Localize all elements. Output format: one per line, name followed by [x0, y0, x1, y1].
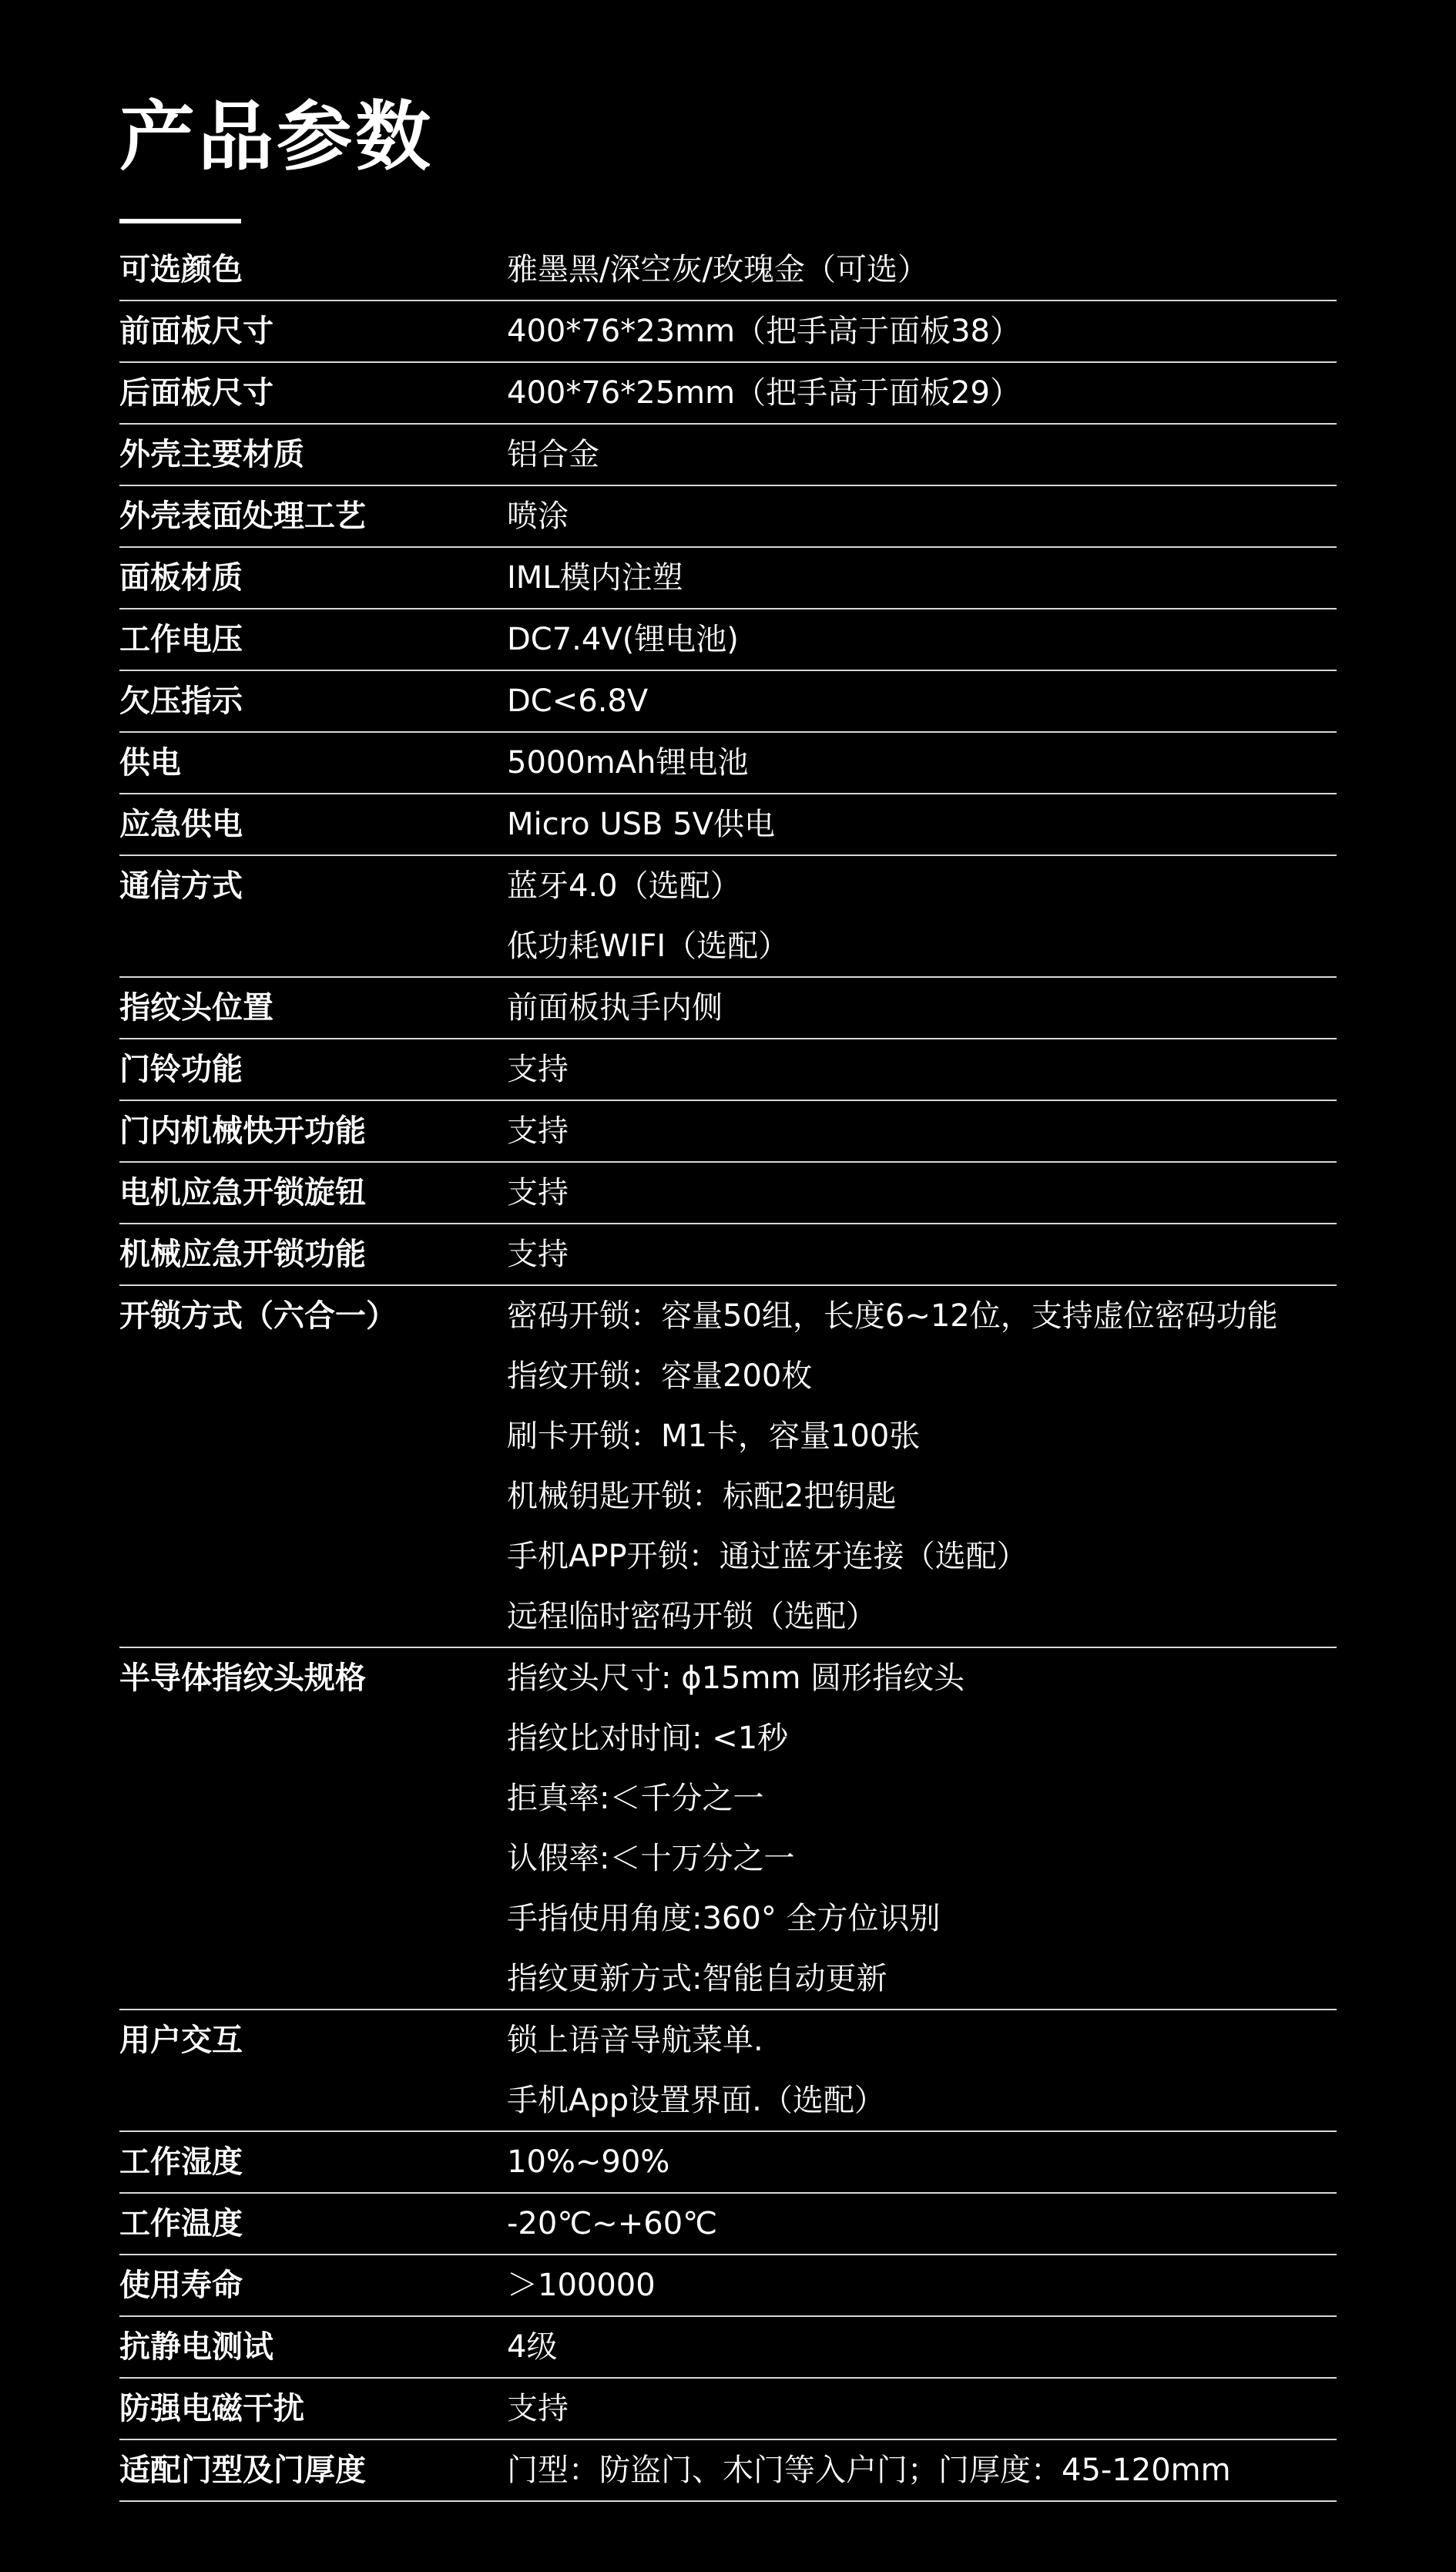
spec-value: 指纹开锁：容量200枚	[507, 1358, 813, 1394]
spec-label: 外壳主要材质	[119, 437, 304, 472]
spec-row	[119, 425, 1337, 486]
spec-value: 刷卡开锁：M1卡，容量100张	[507, 1419, 921, 1454]
spec-value: 机械钥匙开锁：标配2把钥匙	[507, 1479, 897, 1514]
spec-values	[507, 2379, 1337, 2439]
spec-label: 工作电压	[119, 622, 243, 657]
spec-label: 欠压指示	[119, 683, 243, 719]
spec-row	[119, 733, 1337, 794]
spec-value: 密码开锁：容量50组，长度6~12位，支持虚位密码功能	[507, 1298, 1278, 1334]
spec-value: 蓝牙4.0（选配）	[507, 868, 741, 904]
spec-value: 指纹比对时间: <1秒	[507, 1721, 789, 1756]
spec-values	[507, 1163, 1337, 1223]
spec-values	[507, 671, 1337, 731]
spec-row	[119, 363, 1337, 425]
spec-row	[119, 671, 1337, 733]
spec-value: 低功耗WIFI（选配）	[507, 928, 790, 964]
spec-values	[507, 2194, 1337, 2254]
spec-table	[119, 240, 1337, 2502]
spec-value: 10%~90%	[507, 2144, 670, 2180]
spec-values	[507, 2440, 1337, 2500]
spec-values	[507, 856, 1337, 976]
spec-values	[507, 1039, 1337, 1100]
spec-row	[119, 301, 1337, 363]
spec-row	[119, 240, 1337, 301]
spec-value: 支持	[507, 1052, 569, 1087]
spec-row	[119, 2317, 1337, 2379]
spec-value: Micro USB 5V供电	[507, 807, 776, 842]
spec-label: 可选颜色	[119, 252, 243, 287]
spec-value: 支持	[507, 1113, 569, 1149]
spec-value: 指纹更新方式:智能自动更新	[507, 1961, 887, 1996]
spec-value: DC<6.8V	[507, 683, 649, 719]
spec-label: 面板材质	[119, 560, 243, 596]
spec-row	[119, 794, 1337, 856]
spec-row	[119, 1286, 1337, 1648]
spec-value: 400*76*23mm（把手高于面板38）	[507, 314, 1021, 349]
spec-value: 支持	[507, 2391, 569, 2426]
spec-value: 远程临时密码开锁（选配）	[507, 1599, 877, 1634]
spec-value: 铝合金	[507, 437, 599, 472]
spec-value: 锁上语音导航菜单.	[507, 2023, 763, 2058]
spec-value: 手机APP开锁：通过蓝牙连接（选配）	[507, 1539, 1028, 1574]
spec-values	[507, 2255, 1337, 2315]
spec-values	[507, 2317, 1337, 2377]
spec-value: 认假率:＜十万分之一	[507, 1841, 795, 1876]
spec-label: 工作温度	[119, 2206, 243, 2241]
spec-label: 电机应急开锁旋钮	[119, 1175, 366, 1210]
spec-value: 手指使用角度:360° 全方位识别	[507, 1901, 941, 1936]
spec-value: 手机App设置界面.（选配）	[507, 2083, 885, 2118]
spec-label: 开锁方式（六合一）	[119, 1298, 397, 1334]
spec-row	[119, 1163, 1337, 1224]
spec-label: 门铃功能	[119, 1052, 243, 1087]
spec-values	[507, 1224, 1337, 1284]
spec-row	[119, 1101, 1337, 1163]
spec-value: -20℃~+60℃	[507, 2206, 718, 2241]
spec-values	[507, 1286, 1337, 1647]
spec-label: 抗静电测试	[119, 2329, 273, 2365]
spec-label: 工作湿度	[119, 2144, 243, 2180]
spec-row	[119, 1224, 1337, 1286]
spec-value: 门型：防盗门、木门等入户门；门厚度：45-120mm	[507, 2453, 1231, 2488]
spec-values	[507, 548, 1337, 608]
spec-label: 外壳表面处理工艺	[119, 499, 366, 534]
spec-row	[119, 2440, 1337, 2502]
spec-value: 4级	[507, 2329, 558, 2365]
spec-value: 指纹头尺寸: ϕ15mm 圆形指纹头	[507, 1660, 965, 1696]
spec-row	[119, 2132, 1337, 2194]
spec-row	[119, 609, 1337, 671]
spec-label: 通信方式	[119, 868, 243, 904]
spec-value: DC7.4V(锂电池)	[507, 622, 739, 657]
spec-values	[507, 486, 1337, 546]
spec-values	[507, 609, 1337, 670]
spec-values	[507, 978, 1337, 1038]
spec-value: 支持	[507, 1175, 569, 1210]
spec-values	[507, 363, 1337, 423]
spec-values	[507, 240, 1337, 300]
spec-values	[507, 1101, 1337, 1161]
spec-label: 适配门型及门厚度	[119, 2453, 366, 2488]
spec-values	[507, 794, 1337, 855]
spec-value: 前面板执手内侧	[507, 990, 723, 1026]
title-underline	[119, 219, 241, 223]
spec-label: 机械应急开锁功能	[119, 1237, 366, 1272]
spec-row	[119, 1648, 1337, 2010]
spec-label: 指纹头位置	[119, 990, 273, 1026]
spec-row	[119, 2255, 1337, 2317]
spec-value: IML模内注塑	[507, 560, 683, 596]
page-title: 产品参数	[119, 93, 434, 181]
spec-values	[507, 425, 1337, 485]
spec-value: 5000mAh锂电池	[507, 745, 749, 781]
spec-row	[119, 1039, 1337, 1101]
spec-row	[119, 2379, 1337, 2440]
spec-value: 喷涂	[507, 499, 569, 534]
spec-values	[507, 733, 1337, 793]
spec-value: 400*76*25mm（把手高于面板29）	[507, 375, 1021, 411]
spec-value: 支持	[507, 1237, 569, 1272]
spec-label: 半导体指纹头规格	[119, 1660, 366, 1696]
spec-values	[507, 1648, 1337, 2009]
spec-values	[507, 301, 1337, 361]
spec-value: 拒真率:＜千分之一	[507, 1781, 764, 1816]
spec-value: 雅墨黑/深空灰/玫瑰金（可选）	[507, 252, 928, 287]
spec-label: 前面板尺寸	[119, 314, 273, 349]
spec-row	[119, 978, 1337, 1039]
spec-row	[119, 548, 1337, 609]
spec-row	[119, 2010, 1337, 2132]
spec-row	[119, 486, 1337, 548]
spec-values	[507, 2132, 1337, 2192]
spec-row	[119, 856, 1337, 978]
spec-label: 门内机械快开功能	[119, 1113, 366, 1149]
spec-label: 防强电磁干扰	[119, 2391, 304, 2426]
spec-value: ＞100000	[507, 2268, 656, 2303]
spec-label: 后面板尺寸	[119, 375, 273, 411]
spec-label: 使用寿命	[119, 2268, 243, 2303]
spec-row	[119, 2194, 1337, 2255]
spec-label: 应急供电	[119, 807, 243, 842]
spec-label: 用户交互	[119, 2023, 243, 2058]
spec-label: 供电	[119, 745, 181, 781]
spec-values	[507, 2010, 1337, 2130]
